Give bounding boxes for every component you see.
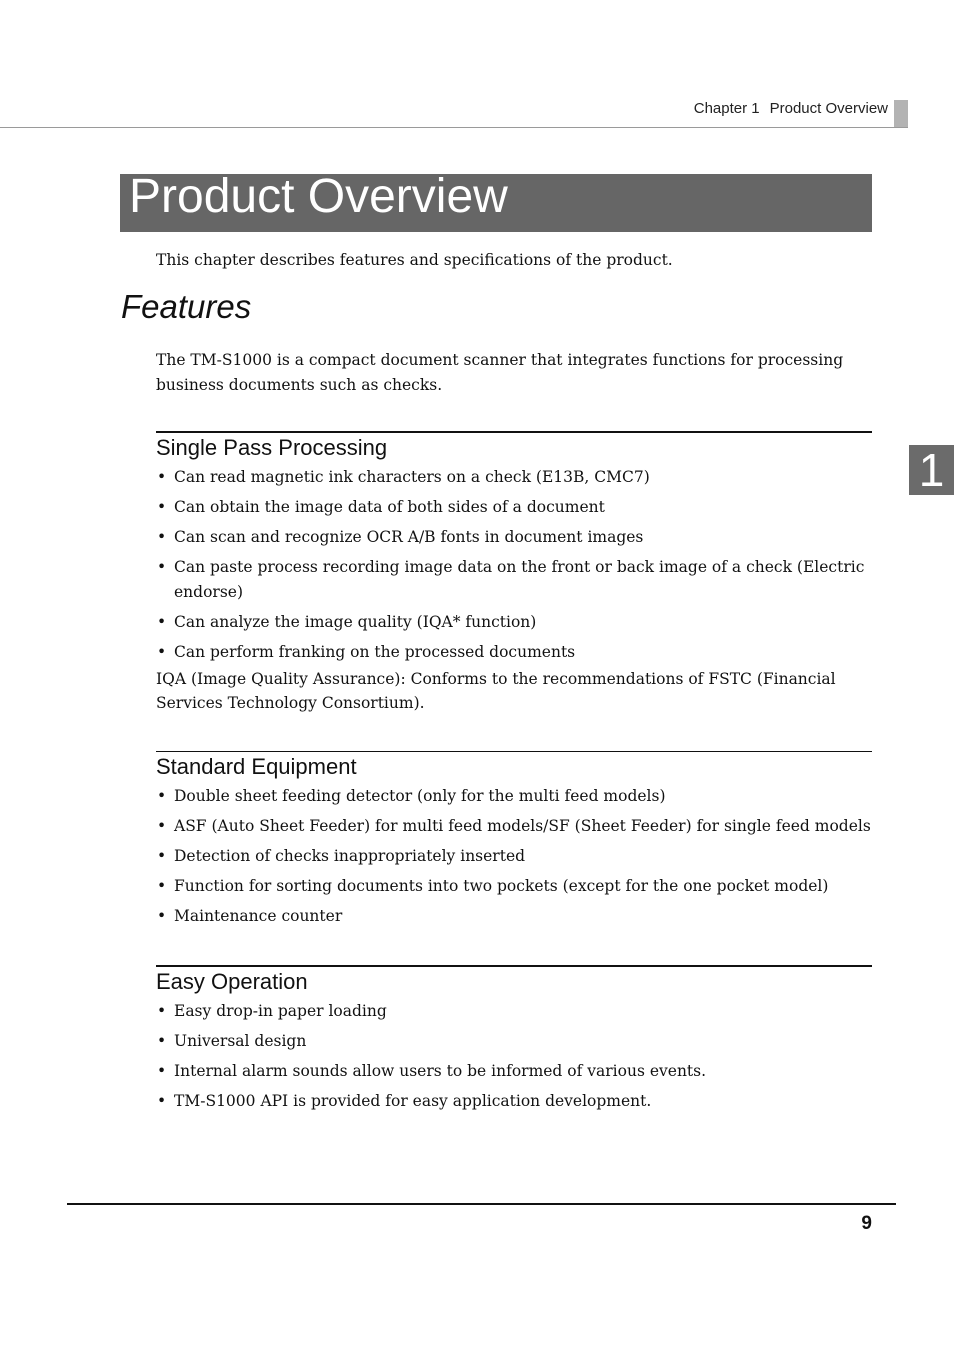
header-chapter-name: Product Overview: [769, 100, 888, 117]
list-item: • Double sheet feeding detector (only for the multi feed models): [156, 784, 872, 809]
list-item: • Can perform franking on the processed documents: [156, 640, 872, 665]
section-standard-equipment: [156, 751, 872, 934]
chapter-intro: This chapter describes features and specifications of the product.: [156, 251, 673, 269]
section-title: Easy Operation: [156, 969, 308, 994]
section-rule: [156, 751, 872, 752]
list-item: • ASF (Auto Sheet Feeder) for multi feed models/SF (Sheet Feeder) for single feed models: [156, 814, 872, 839]
list-item: • Can analyze the image quality (IQA* function): [156, 610, 872, 635]
features-heading: Features: [121, 288, 252, 325]
list-item: • TM-S1000 API is provided for easy application development.: [156, 1089, 872, 1114]
bullet-list: [156, 784, 872, 929]
list-item: • Easy drop-in paper loading: [156, 999, 872, 1024]
list-item: • Can read magnetic ink characters on a check (E13B, CMC7): [156, 465, 872, 490]
list-item: • Function for sorting documents into two pockets (except for the one pocket model): [156, 874, 872, 899]
features-description: The TM-S1000 is a compact document scanner that integrates functions for processing business documents such as checks.: [156, 351, 844, 394]
list-item: • Internal alarm sounds allow users to be informed of various events.: [156, 1059, 872, 1084]
list-item: • Maintenance counter: [156, 904, 872, 929]
running-header: [694, 100, 888, 117]
footer-rule: [67, 1203, 896, 1205]
list-item: • Universal design: [156, 1029, 872, 1054]
list-item: • Can obtain the image data of both sides of a document: [156, 495, 872, 520]
section-easy-operation: [156, 965, 872, 1119]
section-rule: [156, 965, 872, 967]
section-rule: [156, 431, 872, 433]
header-rule: [0, 127, 908, 128]
list-item: • Can scan and recognize OCR A/B fonts in document images: [156, 525, 872, 550]
section-title: Standard Equipment: [156, 754, 357, 779]
page-number: 9: [861, 1213, 872, 1234]
list-item: • Detection of checks inappropriately inserted: [156, 844, 872, 869]
iqa-note: IQA (Image Quality Assurance): Conforms to the recommendations of FSTC (Financial Services Technology Consortium).: [156, 670, 836, 712]
bullet-list: [156, 999, 872, 1114]
header-chapter-label: Chapter 1: [693, 100, 760, 117]
list-item: • Can paste process recording image data on the front or back image of a check (Electric endorse): [156, 555, 872, 605]
chapter-title: Product Overview: [120, 174, 872, 232]
chapter-side-tab: 1: [909, 445, 954, 495]
header-tab-marker: [894, 100, 908, 127]
bullet-list: [156, 465, 872, 665]
section-single-pass-processing: [156, 431, 872, 715]
section-title: Single Pass Processing: [156, 435, 388, 460]
